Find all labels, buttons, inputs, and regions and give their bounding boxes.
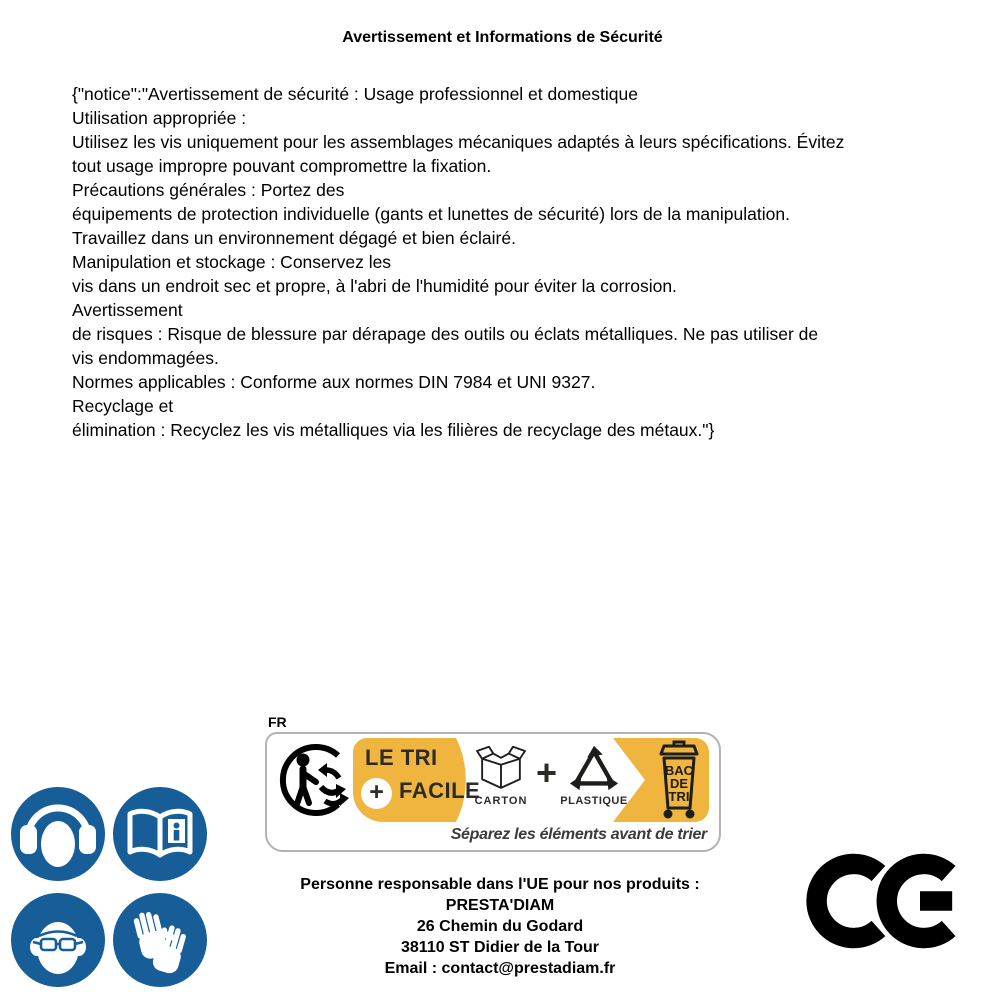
cardboard-box-icon bbox=[471, 745, 531, 793]
notice-line: Précautions générales : Portez des bbox=[72, 180, 345, 200]
sorting-tagline: Séparez les éléments avant de trier bbox=[450, 826, 707, 843]
notice-line: {"notice":"Avertissement de sécurité : Usage professionnel et domestique bbox=[72, 84, 638, 104]
notice-line: Manipulation et stockage : Conservez les bbox=[72, 252, 392, 272]
address-city: 38110 ST Didier de la Tour bbox=[401, 939, 599, 956]
wear-eye-protection-icon bbox=[10, 892, 106, 988]
notice-line: tout usage impropre pouvant compromettre la fixation. bbox=[72, 156, 492, 176]
carton-label: CARTON bbox=[474, 795, 528, 807]
bin-text-line: TRI bbox=[668, 789, 690, 804]
recycling-arrows-icon bbox=[567, 744, 621, 792]
country-code-label: FR bbox=[268, 714, 287, 730]
bin-text-line: DE bbox=[669, 776, 689, 791]
notice-line: vis dans un endroit sec et propre, à l'abri de l'humidité pour éviter la corrosion. bbox=[72, 276, 677, 296]
responsible-line: Personne responsable dans l'UE pour nos produits : bbox=[300, 876, 700, 893]
le-tri-label: LE TRI bbox=[365, 745, 438, 770]
ce-mark-icon bbox=[803, 846, 959, 956]
notice-line: Normes applicables : Conforme aux normes DIN 7984 et UNI 9327. bbox=[72, 372, 596, 392]
notice-line: de risques : Risque de blessure par dérapage des outils ou éclats métalliques. Ne pas utiliser de bbox=[72, 324, 819, 344]
wear-protective-gloves-icon bbox=[112, 892, 208, 988]
wear-ear-protection-icon bbox=[10, 786, 106, 882]
sorting-bin-icon bbox=[654, 740, 704, 820]
notice-text-block bbox=[72, 82, 844, 442]
company-name: PRESTA'DIAM bbox=[445, 897, 555, 914]
contact-email: Email : contact@prestadiam.fr bbox=[384, 960, 616, 977]
notice-line: vis endommagées. bbox=[72, 348, 219, 368]
sorting-label-frame bbox=[265, 732, 721, 852]
responsible-person-block bbox=[250, 874, 750, 979]
notice-line: Utilisation appropriée : bbox=[72, 108, 247, 128]
notice-line: Avertissement bbox=[72, 300, 183, 320]
page-title: Avertissement et Informations de Sécurité bbox=[342, 29, 663, 46]
bin-text-line: BAC bbox=[664, 763, 694, 778]
read-instruction-manual-icon bbox=[112, 786, 208, 882]
notice-line: Travaillez dans un environnement dégagé et bien éclairé. bbox=[72, 228, 516, 248]
address-street: 26 Chemin du Godard bbox=[416, 918, 584, 935]
plastique-label: PLASTIQUE bbox=[560, 795, 628, 807]
notice-line: Recyclage et bbox=[72, 396, 174, 416]
sorting-label bbox=[265, 714, 723, 852]
plus-badge: + bbox=[361, 778, 392, 809]
sorting-band bbox=[353, 738, 709, 822]
notice-line: Utilisez les vis uniquement pour les assemblages mécaniques adaptés à leurs spécifications. Évitez bbox=[72, 132, 845, 152]
notice-line: équipements de protection individuelle (gants et lunettes de sécurité) lors de la manipulation. bbox=[72, 204, 790, 224]
plus-separator: + bbox=[536, 752, 558, 793]
triman-recycling-icon bbox=[276, 740, 356, 820]
facile-label: FACILE bbox=[399, 778, 481, 803]
notice-line: élimination : Recyclez les vis métalliques via les filières de recyclage des métaux."} bbox=[72, 420, 715, 440]
